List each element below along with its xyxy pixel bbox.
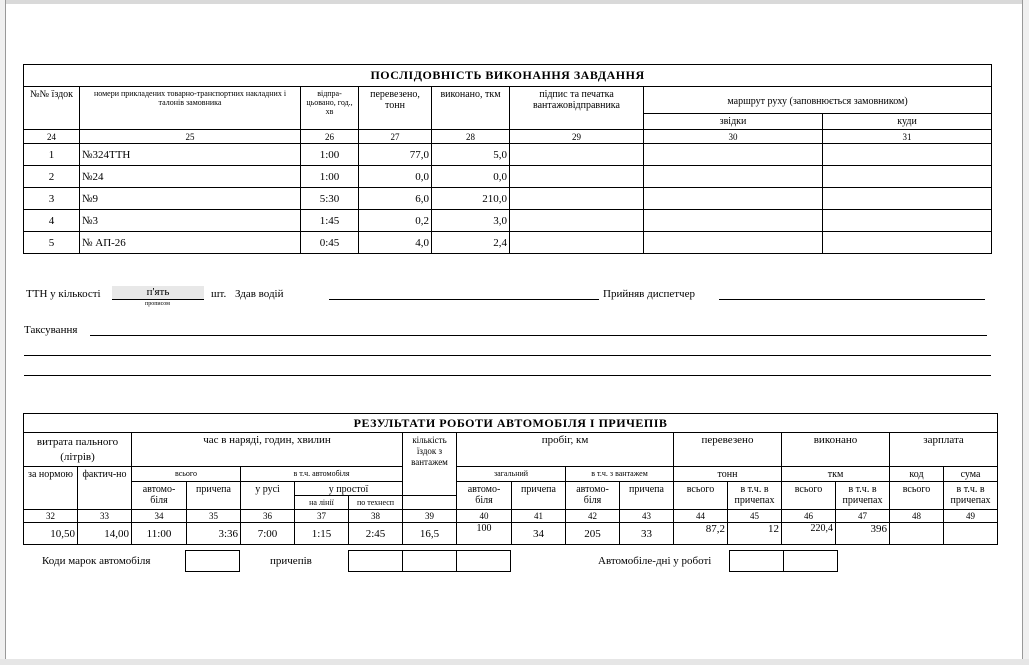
table-row [24, 210, 992, 232]
header-time-total: всього [132, 467, 241, 482]
window-right-edge [1022, 0, 1029, 665]
ttn-count-caption: прописом [145, 301, 170, 307]
taxing-label: Таксування [24, 324, 78, 336]
carried-trailers-value[interactable]: 12 [728, 523, 782, 545]
carried-tons: 77,0 [359, 144, 432, 166]
column-number: 30 [644, 130, 823, 144]
header-performed-tkm: ткм [782, 467, 890, 482]
performed-tkm: 3,0 [432, 210, 510, 232]
mileage-loaded-trailer-value[interactable]: 33 [620, 523, 674, 545]
mileage-general-car-value[interactable]: 100 [457, 523, 512, 545]
header-mileage-general-car: автомо-біля [457, 482, 512, 510]
column-number: 43 [620, 510, 674, 523]
carried-tons: 4,0 [359, 232, 432, 254]
mileage-general-trailer-value[interactable]: 34 [512, 523, 566, 545]
column-number: 46 [782, 510, 836, 523]
header-salary-code-all: всього [890, 482, 944, 510]
header-time-car: автомо-біля [132, 482, 187, 510]
vehicle-results-table [23, 413, 998, 545]
document-number: № АП-26 [80, 232, 301, 254]
carried-tons: 6,0 [359, 188, 432, 210]
column-number: 29 [510, 130, 644, 144]
mileage-loaded-car-value[interactable]: 205 [566, 523, 620, 545]
route-to-cell[interactable] [823, 144, 992, 166]
header-route: маршрут руху (заповнюється замовником) [644, 87, 992, 114]
header-carried-trailers: в т.ч. в причепах [728, 482, 782, 510]
trip-number: 4 [24, 210, 80, 232]
header-idle-tech: по технесп [349, 496, 403, 510]
driver-signature-line[interactable] [329, 299, 599, 300]
taxing-line-1[interactable] [90, 335, 987, 336]
column-number: 38 [349, 510, 403, 523]
signature-cell[interactable] [510, 166, 644, 188]
header-mileage: пробіг, км [457, 433, 674, 467]
trip-number: 2 [24, 166, 80, 188]
route-to-cell[interactable] [823, 232, 992, 254]
header-documents: номери прикладених товарно-транспортних накладних і талонів замовника [80, 87, 301, 130]
column-numbers-row [24, 130, 992, 144]
performed-tkm: 5,0 [432, 144, 510, 166]
column-number: 36 [241, 510, 295, 523]
header-time-idle: у простої [295, 482, 403, 496]
column-number: 27 [359, 130, 432, 144]
header-performed-all: всього [782, 482, 836, 510]
column-number: 44 [674, 510, 728, 523]
vehicle-code-cell-1[interactable] [185, 550, 240, 572]
worked-time: 1:00 [301, 144, 359, 166]
vehicle-results-title: РЕЗУЛЬТАТИ РОБОТИ АВТОМОБІЛЯ І ПРИЧЕПІВ [24, 414, 998, 433]
column-number: 41 [512, 510, 566, 523]
route-from-cell[interactable] [644, 188, 823, 210]
signature-cell[interactable] [510, 232, 644, 254]
taxing-line-3[interactable] [24, 375, 991, 376]
header-mileage-general: загальний [457, 467, 566, 482]
route-to-cell[interactable] [823, 166, 992, 188]
route-to-cell[interactable] [823, 210, 992, 232]
loaded-trips-value[interactable]: 16,5 [403, 523, 457, 545]
column-number: 33 [78, 510, 132, 523]
table-row [24, 188, 992, 210]
pieces-label: шт. [211, 288, 227, 300]
header-time-trailer: причепа [187, 482, 241, 510]
header-carried: перевезено [674, 433, 782, 467]
header-carried-tons: тонн [674, 467, 782, 482]
header-loaded-trips: кількість їздок з вантажем [403, 433, 457, 496]
column-number: 49 [944, 510, 998, 523]
trip-number: 1 [24, 144, 80, 166]
handed-by-driver-label: Здав водій [235, 288, 284, 300]
signature-cell[interactable] [510, 144, 644, 166]
time-trailer-value[interactable]: 3:36 [187, 523, 241, 545]
header-idle-on-line: на лінії [295, 496, 349, 510]
header-mileage-loaded-trailer: причепа [620, 482, 674, 510]
header-performed-trailers: в т.ч. в причепах [836, 482, 890, 510]
performed-trailers-value[interactable]: 396 [836, 523, 890, 545]
worked-time: 5:30 [301, 188, 359, 210]
signature-cell[interactable] [510, 188, 644, 210]
trailer-code-cell-1[interactable] [348, 550, 403, 572]
table-row [24, 166, 992, 188]
window-bottom-edge [0, 659, 1029, 665]
idle-tech-value[interactable]: 2:45 [349, 523, 403, 545]
header-route-from: звідки [644, 114, 823, 130]
performed-tkm: 2,4 [432, 232, 510, 254]
header-mileage-loaded: в т.ч. з вантажем [566, 467, 674, 482]
salary-sum-value[interactable] [944, 523, 998, 545]
document-number: №9 [80, 188, 301, 210]
column-numbers-row [24, 510, 998, 523]
column-number: 28 [432, 130, 510, 144]
carried-tons: 0,2 [359, 210, 432, 232]
header-performed: виконано [782, 433, 890, 467]
column-number: 47 [836, 510, 890, 523]
dispatcher-signature-line[interactable] [719, 299, 985, 300]
task-sequence-table [23, 64, 992, 254]
column-number: 35 [187, 510, 241, 523]
table-row [24, 144, 992, 166]
trip-number: 5 [24, 232, 80, 254]
route-from-cell[interactable] [644, 232, 823, 254]
performed-total-value[interactable]: 220,4 [782, 523, 836, 545]
time-moving-value[interactable]: 7:00 [241, 523, 295, 545]
column-number: 45 [728, 510, 782, 523]
header-salary-sum: сума [944, 467, 998, 482]
fuel-norm-value[interactable]: 10,50 [24, 523, 78, 545]
idle-on-line-value[interactable]: 1:15 [295, 523, 349, 545]
header-signature: підпис та печатка вантажовідправника [510, 87, 644, 130]
taxing-line-2[interactable] [24, 355, 991, 356]
column-number: 39 [403, 510, 457, 523]
document-number: №24 [80, 166, 301, 188]
fuel-actual-value[interactable]: 14,00 [78, 523, 132, 545]
header-salary-code: код [890, 467, 944, 482]
table-row [24, 523, 998, 545]
header-time-incl-car: в т.ч. автомобіля [241, 467, 403, 482]
route-from-cell[interactable] [644, 210, 823, 232]
carried-tons: 0,0 [359, 166, 432, 188]
header-carried-tons: перевезено, тонн [359, 87, 432, 130]
document-number: №3 [80, 210, 301, 232]
carried-total-value[interactable]: 87,2 [674, 523, 728, 545]
trailers-codes-label: причепів [270, 555, 312, 567]
trip-number: 3 [24, 188, 80, 210]
header-salary: зарплата [890, 433, 998, 467]
ttn-count-value: п'ять [146, 286, 170, 298]
vehicle-days-cell-1[interactable] [729, 550, 784, 572]
route-from-cell[interactable] [644, 166, 823, 188]
vehicle-codes-label: Коди марок автомобіля [42, 555, 151, 567]
document-number: №324ТТН [80, 144, 301, 166]
column-number: 40 [457, 510, 512, 523]
header-worked-time: відпра-цьовано, год., хв [301, 87, 359, 130]
header-time-moving: у русі [241, 482, 295, 510]
signature-cell[interactable] [510, 210, 644, 232]
time-car-value[interactable]: 11:00 [132, 523, 187, 545]
header-fuel: витрата пального (літрів) [24, 433, 132, 467]
column-number: 42 [566, 510, 620, 523]
accepted-by-dispatcher-label: Прийняв диспетчер [603, 288, 695, 300]
column-number: 32 [24, 510, 78, 523]
ttn-count-label: ТТН у кількості [26, 288, 101, 300]
column-number: 24 [24, 130, 80, 144]
header-mileage-general-trailer: причепа [512, 482, 566, 510]
column-number: 37 [295, 510, 349, 523]
worked-time: 1:45 [301, 210, 359, 232]
route-to-cell[interactable] [823, 188, 992, 210]
trailer-code-cell-2[interactable] [402, 550, 457, 572]
performed-tkm: 210,0 [432, 188, 510, 210]
column-number: 48 [890, 510, 944, 523]
route-from-cell[interactable] [644, 144, 823, 166]
trailer-code-cell-3[interactable] [456, 550, 511, 572]
header-salary-sum-trailers: в т.ч. в причепах [944, 482, 998, 510]
window-top-edge [0, 0, 1029, 4]
salary-code-value[interactable] [890, 523, 944, 545]
header-duty-time: час в наряді, годин, хвилин [132, 433, 403, 467]
header-mileage-loaded-car: автомо-біля [566, 482, 620, 510]
column-number: 25 [80, 130, 301, 144]
table-row [24, 232, 992, 254]
window-left-edge [0, 0, 6, 665]
header-carried-all: всього [674, 482, 728, 510]
vehicle-days-label: Автомобіле-дні у роботі [598, 555, 712, 567]
header-fuel-actual: фактич-но [78, 467, 132, 510]
ttn-count-field[interactable] [112, 286, 204, 300]
worked-time: 0:45 [301, 232, 359, 254]
header-performed-tkm: виконано, ткм [432, 87, 510, 130]
column-number: 26 [301, 130, 359, 144]
header-fuel-norm: за нормою [24, 467, 78, 510]
header-trips: №№ їздок [24, 87, 80, 130]
header-route-to: куди [823, 114, 992, 130]
column-number: 31 [823, 130, 992, 144]
performed-tkm: 0,0 [432, 166, 510, 188]
vehicle-days-cell-2[interactable] [783, 550, 838, 572]
worked-time: 1:00 [301, 166, 359, 188]
task-sequence-title: ПОСЛІДОВНІСТЬ ВИКОНАННЯ ЗАВДАННЯ [24, 65, 992, 87]
column-number: 34 [132, 510, 187, 523]
